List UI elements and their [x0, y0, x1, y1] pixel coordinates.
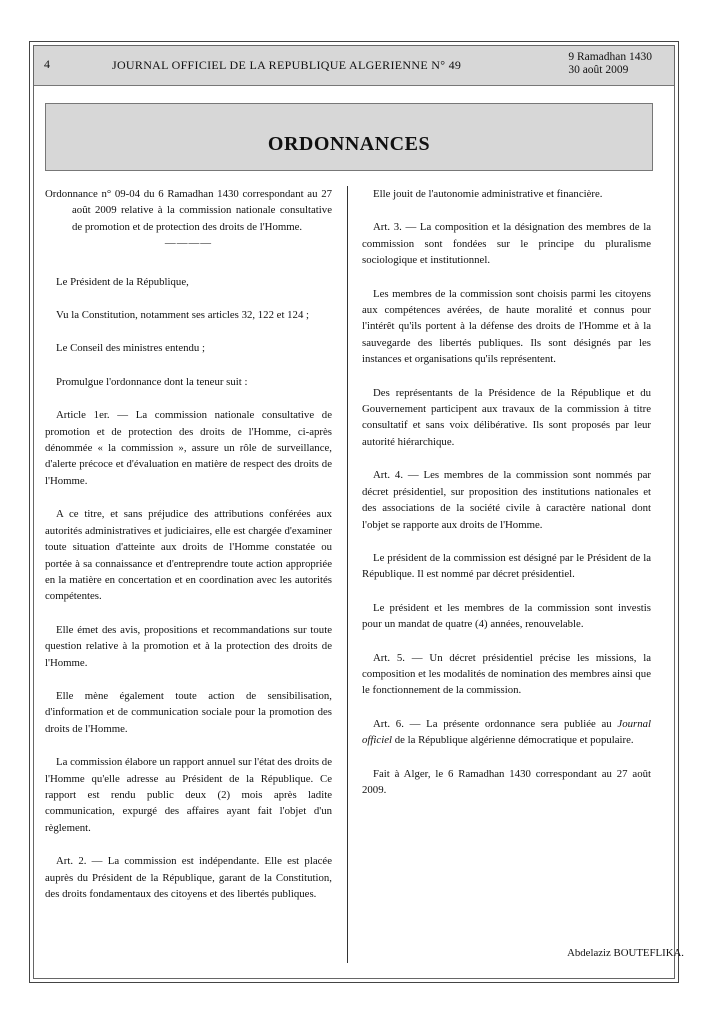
paragraph: Les membres de la commission sont choisis parmi les citoyens aux compétences avérées, de haute moralité et connus pour l'intérêt qu'ils portent à la défense des droits de l'Homme et à la sauvegarde des libertés publiques. Ils sont désignés par les instances et organisations qu'ils représentent.: [362, 287, 651, 366]
paragraph: Promulgue l'ordonnance dont la teneur suit :: [56, 375, 248, 388]
article-6: [362, 716, 651, 749]
journal-officiel-italic: Journal officiel: [362, 717, 652, 747]
journal-header: [34, 46, 674, 86]
article-1: Article 1er. — La commission nationale consultative de promotion et de protection des droits de l'Homme, ci-après dénommée « la commission », assure un rôle de surveillance, d'alerte précoce et d'évaluation en matière de respect des droits de l'Homme.: [45, 409, 332, 487]
article-4: Art. 4. — Les membres de la commission sont nommés par décret présidentiel, sur proposition des institutions nationales et des associations de la société civile à caractère national dont l'objet se rapporte aux droits de l'Homme.: [362, 469, 651, 531]
article-6-text: Art. 6. — La présente ordonnance sera publiée au: [373, 717, 612, 730]
article-3: Art. 3. — La composition et la désignation des membres de la commission sont fondées sur le principe du pluralisme sociologique et institutionnel.: [362, 221, 651, 267]
paragraph: Le président de la commission est désigné par le Président de la République. Il est nommé par décret présidentiel.: [362, 551, 651, 581]
article-6-text-end: de la République algérienne démocratique et populaire.: [394, 734, 634, 747]
issue-date-gregorian: 30 août 2009: [568, 64, 629, 76]
paragraph: Le président et les membres de la commission sont investis pour un mandat de quatre (4) années, renouvelable.: [362, 601, 651, 631]
paragraph: Le Président de la République,: [56, 275, 189, 288]
issue-date-hijri: 9 Ramadhan 1430: [568, 51, 652, 63]
article-2: Art. 2. — La commission est indépendante. Elle est placée auprès du Président de la République, garant de la Constitution, des droits fondamentaux des citoyens et des libertés publiques.: [45, 855, 332, 900]
journal-title: JOURNAL OFFICIEL DE LA REPUBLIQUE ALGERIENNE N° 49: [112, 58, 462, 72]
title-separator: ————: [164, 237, 213, 250]
page-number: 4: [44, 57, 50, 71]
closing-place-date: Fait à Alger, le 6 Ramadhan 1430 correspondant au 27 août 2009.: [362, 767, 651, 796]
article-5: Art. 5. — Un décret présidentiel précise les missions, la composition et les modalités de nomination des membres ainsi que le fonctionnement de la commission.: [362, 651, 651, 697]
right-column: [362, 186, 651, 815]
left-column: [45, 186, 332, 919]
section-banner: [45, 103, 653, 171]
issue-date: [568, 51, 652, 77]
paragraph: Elle mène également toute action de sensibilisation, d'information et de communication sociale pour la promotion des droits de l'Homme.: [45, 689, 332, 735]
column-divider: [347, 186, 348, 963]
signature: Abdelaziz BOUTEFLIKA.: [567, 947, 684, 959]
paragraph: Vu la Constitution, notamment ses articles 32, 122 et 124 ;: [56, 309, 310, 322]
paragraph: A ce titre, et sans préjudice des attributions conférées aux autorités administratives et judiciaires, elle est chargée d'examiner toute situation d'atteinte aux droits de l'Homme constatée ou portée à sa connaissance et d'entreprendre toute action appropriée en la matière en concertation et en coordination avec les autorités compétentes.: [45, 508, 332, 603]
paragraph: Le Conseil des ministres entendu ;: [56, 342, 206, 355]
ordinance-title: Ordonnance n° 09-04 du 6 Ramadhan 1430 correspondant au 27 août 2009 relative à la commission nationale consultative de promotion et de protection des droits de l'Homme.: [45, 188, 332, 233]
paragraph: Elle jouit de l'autonomie administrative et financière.: [373, 188, 603, 200]
paragraph: Elle émet des avis, propositions et recommandations sur toute question relative à la promotion et à la protection des droits de l'Homme.: [45, 623, 332, 669]
section-title: ORDONNANCES: [267, 133, 431, 155]
paragraph: La commission élabore un rapport annuel sur l'état des droits de l'Homme qu'elle adresse au Président de la République. Ce rapport est rendu public deux (2) mois après ladite communication, expurgé des affaires ayant fait l'objet d'un règlement.: [45, 756, 332, 834]
paragraph: Des représentants de la Présidence de la République et du Gouvernement participent aux travaux de la commission à titre consultatif et sans voix délibérative. Ils sont proposés par leur autorité hiérarchique.: [362, 386, 651, 448]
